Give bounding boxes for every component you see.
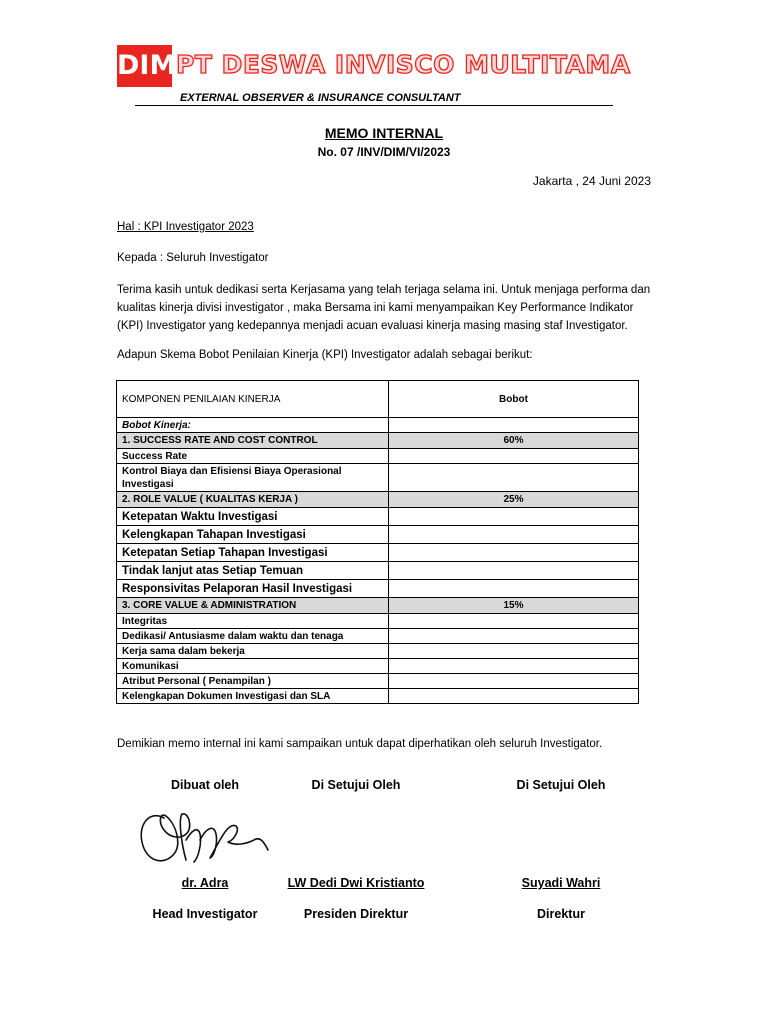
section-label: 3. CORE VALUE & ADMINISTRATION (117, 598, 389, 614)
empty-cell (389, 508, 639, 526)
item-label: Kontrol Biaya dan Efisiensi Biaya Operasional Investigasi (117, 464, 389, 492)
section-label: 1. SUCCESS RATE AND COST CONTROL (117, 433, 389, 449)
section-weight: 15% (389, 598, 639, 614)
table-row (117, 614, 639, 629)
category-label: Bobot Kinerja: (117, 418, 389, 433)
table-row (117, 526, 639, 544)
company-name: PT DESWA INVISCO MULTITAMA (176, 50, 631, 79)
table-row (117, 580, 639, 598)
table-row (117, 449, 639, 464)
signature-name-1: dr. Adra (181, 876, 229, 890)
memo-title: MEMO INTERNAL (324, 125, 444, 141)
section-row-2 (117, 492, 639, 508)
memo-body: Terima kasih untuk dedikasi serta Kerjasama yang telah terjaga selama ini. Untuk menjaga performa dan kualitas kinerja divisi investigator , maka Bersama ini kami menyampaikan Key Performance Indikator (KPI) Investigator yang kedepannya menjadi acuan evaluasi kinerja masing masing staf Investigator. (117, 284, 651, 332)
table-row (117, 418, 639, 433)
memo-closing: Demikian memo internal ini kami sampaikan untuk dapat diperhatikan oleh seluruh Investigator. (117, 738, 603, 750)
empty-cell (389, 580, 639, 598)
kpi-table (116, 380, 639, 704)
table-row (117, 689, 639, 704)
section-row-1 (117, 433, 639, 449)
empty-cell (389, 659, 639, 674)
item-label: Success Rate (117, 449, 389, 464)
section-row-3 (117, 598, 639, 614)
section-weight: 60% (389, 433, 639, 449)
memo-date: Jakarta , 24 Juni 2023 (532, 174, 651, 188)
table-row (117, 508, 639, 526)
company-logo: DIM (117, 45, 172, 87)
table-row (117, 659, 639, 674)
signature-name-2: LW Dedi Dwi Kristianto (287, 876, 425, 890)
empty-cell (389, 418, 639, 433)
item-label: Kerja sama dalam bekerja (117, 644, 389, 659)
memo-recipient: Kepada : Seluruh Investigator (117, 252, 269, 264)
item-label: Integritas (117, 614, 389, 629)
table-row (117, 674, 639, 689)
memo-number: No. 07 /INV/DIM/VI/2023 (317, 145, 451, 159)
empty-cell (389, 674, 639, 689)
table-row (117, 562, 639, 580)
item-label: Atribut Personal ( Penampilan ) (117, 674, 389, 689)
signature-role-3: Direktur (537, 907, 585, 921)
empty-cell (389, 526, 639, 544)
empty-cell (389, 614, 639, 629)
empty-cell (389, 544, 639, 562)
memo-subject: Hal : KPI Investigator 2023 (117, 221, 254, 233)
item-label: Kelengkapan Dokumen Investigasi dan SLA (117, 689, 389, 704)
table-row (117, 644, 639, 659)
signature-label-2: Di Setujui Oleh (311, 778, 401, 792)
signature-label-1: Dibuat oleh (170, 778, 240, 792)
item-label: Kelengkapan Tahapan Investigasi (117, 526, 389, 544)
company-tagline: EXTERNAL OBSERVER & INSURANCE CONSULTANT (180, 92, 461, 104)
empty-cell (389, 464, 639, 492)
item-label: Ketepatan Waktu Investigasi (117, 508, 389, 526)
header-divider (135, 105, 613, 106)
signature-role-1: Head Investigator (152, 907, 258, 921)
header-weight: Bobot (389, 381, 639, 418)
empty-cell (389, 689, 639, 704)
empty-cell (389, 644, 639, 659)
memo-intro: Adapun Skema Bobot Penilaian Kinerja (KPI) Investigator adalah sebagai berikut: (117, 349, 533, 361)
signature-label-3: Di Setujui Oleh (516, 778, 606, 792)
header-component: KOMPONEN PENILAIAN KINERJA (117, 381, 389, 418)
table-row (117, 544, 639, 562)
handwritten-signature (136, 800, 276, 872)
section-weight: 25% (389, 492, 639, 508)
signature-name-3: Suyadi Wahri (521, 876, 601, 890)
table-row (117, 464, 639, 492)
empty-cell (389, 562, 639, 580)
empty-cell (389, 629, 639, 644)
item-label: Dedikasi/ Antusiasme dalam waktu dan tenaga (117, 629, 389, 644)
signature-role-2: Presiden Direktur (303, 907, 409, 921)
table-row (117, 629, 639, 644)
section-label: 2. ROLE VALUE ( KUALITAS KERJA ) (117, 492, 389, 508)
item-label: Responsivitas Pelaporan Hasil Investigasi (117, 580, 389, 598)
item-label: Komunikasi (117, 659, 389, 674)
item-label: Ketepatan Setiap Tahapan Investigasi (117, 544, 389, 562)
table-header-row (117, 381, 639, 418)
empty-cell (389, 449, 639, 464)
item-label: Tindak lanjut atas Setiap Temuan (117, 562, 389, 580)
